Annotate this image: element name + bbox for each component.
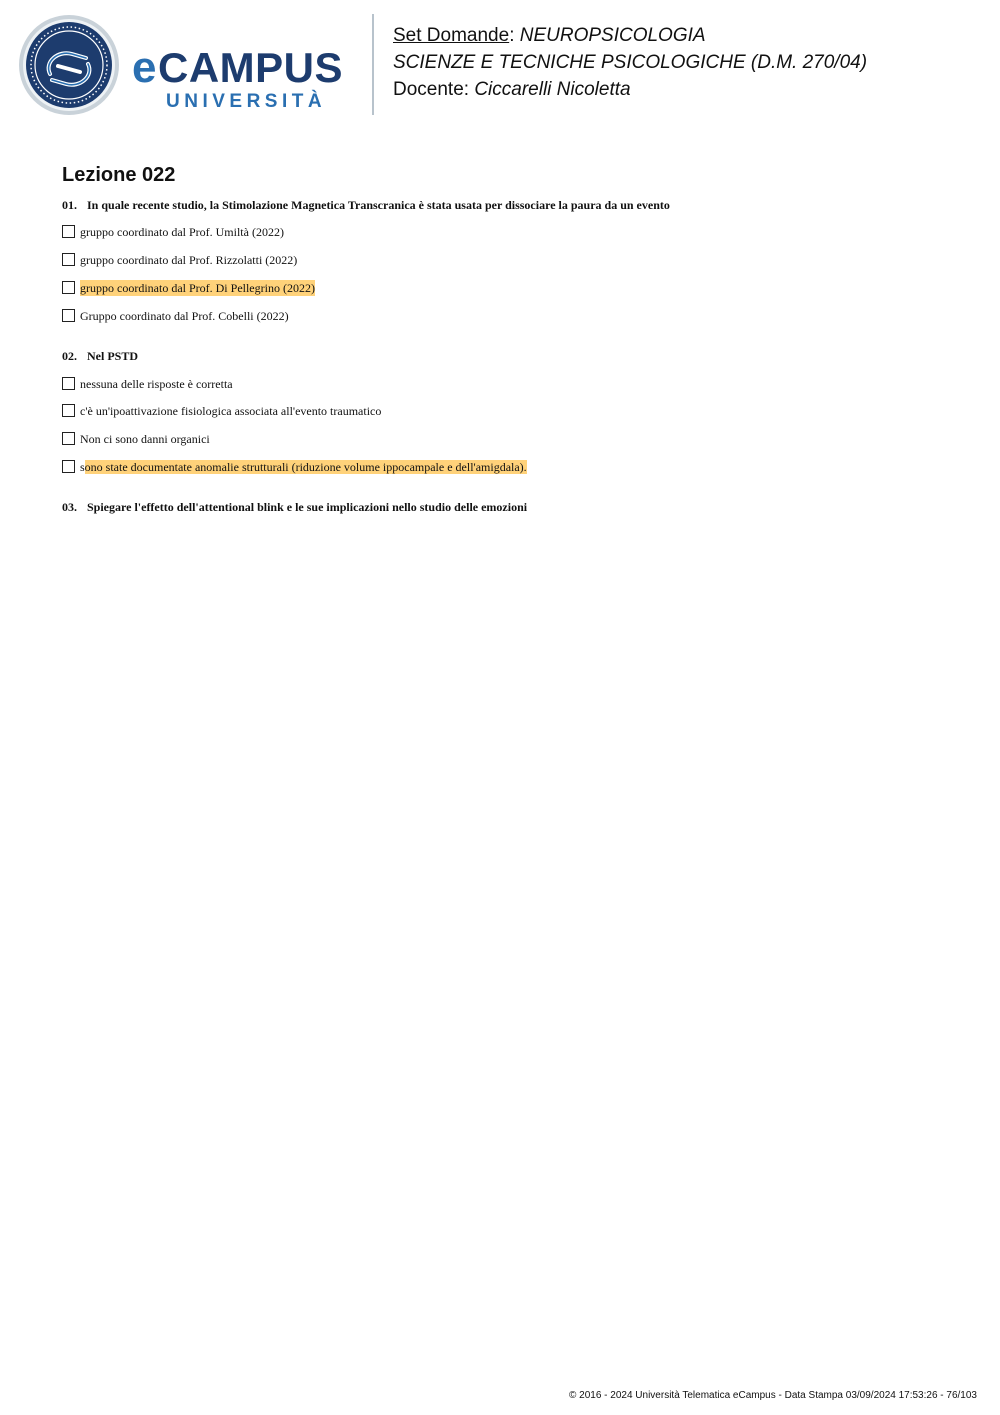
checkbox-icon[interactable]: [62, 281, 75, 294]
header-info: [393, 22, 867, 103]
question-text: In quale recente studio, la Stimolazione Magnetica Transcranica è stata usata per dissociare la paura da un evento: [87, 198, 670, 212]
question-number: 03.: [62, 500, 77, 514]
question-01: [62, 197, 670, 213]
set-separator: :: [509, 25, 520, 46]
answer-text: gruppo coordinato dal Prof. Umiltà (2022): [80, 225, 284, 239]
question-number: 02.: [62, 349, 77, 363]
page-header: [0, 0, 1000, 130]
lesson-title: Lezione 022: [62, 164, 176, 186]
page-footer: © 2016 - 2024 Università Telematica eCampus - Data Stampa 03/09/2024 17:53:26 - 76/103: [569, 1390, 977, 1401]
teacher-name: Ciccarelli Nicoletta: [474, 79, 631, 100]
logo-sub-text: UNIVERSITÀ: [166, 91, 327, 112]
checkbox-icon[interactable]: [62, 253, 75, 266]
answer-text: Gruppo coordinato dal Prof. Cobelli (2022): [80, 309, 289, 323]
answer-text: nessuna delle risposte è corretta: [80, 377, 233, 391]
question-03: [62, 499, 527, 515]
teacher-label: Docente:: [393, 79, 475, 100]
question-text: Nel PSTD: [87, 349, 138, 363]
ecampus-logo: [14, 14, 359, 116]
answer-text-highlight: ono state documentate anomalie strutturali (riduzione volume ippocampale e dell'amigdala).: [84, 460, 527, 474]
checkbox-icon[interactable]: [62, 377, 75, 390]
answer-text-highlighted: gruppo coordinato dal Prof. Di Pellegrino (2022): [80, 281, 315, 295]
question-02: [62, 348, 138, 364]
question-number: 01.: [62, 198, 77, 212]
checkbox-icon[interactable]: [62, 432, 75, 445]
answer-text: c'è un'ipoattivazione fisiologica associata all'evento traumatico: [80, 404, 382, 418]
set-line: [393, 22, 867, 49]
answer-text: gruppo coordinato dal Prof. Rizzolatti (2022): [80, 253, 298, 267]
course-name: SCIENZE E TECNICHE PSICOLOGICHE (D.M. 270/04): [393, 52, 868, 73]
answer-text-prefix: s: [80, 460, 85, 474]
logo-brand-e: e: [132, 43, 157, 92]
logo-brand-text: CAMPUS: [158, 44, 344, 91]
checkbox-icon[interactable]: [62, 309, 75, 322]
answer-text-highlighted: [80, 459, 527, 475]
set-label: Set Domande: [393, 25, 510, 46]
teacher-line: [393, 76, 867, 103]
checkbox-icon[interactable]: [62, 404, 75, 417]
answer-text: Non ci sono danni organici: [80, 432, 210, 446]
checkbox-icon[interactable]: [62, 225, 75, 238]
checkbox-icon[interactable]: [62, 460, 75, 473]
question-text: Spiegare l'effetto dell'attentional blink e le sue implicazioni nello studio delle emozioni: [87, 500, 528, 514]
header-divider: [372, 14, 374, 115]
subject-name: NEUROPSICOLOGIA: [519, 25, 706, 46]
